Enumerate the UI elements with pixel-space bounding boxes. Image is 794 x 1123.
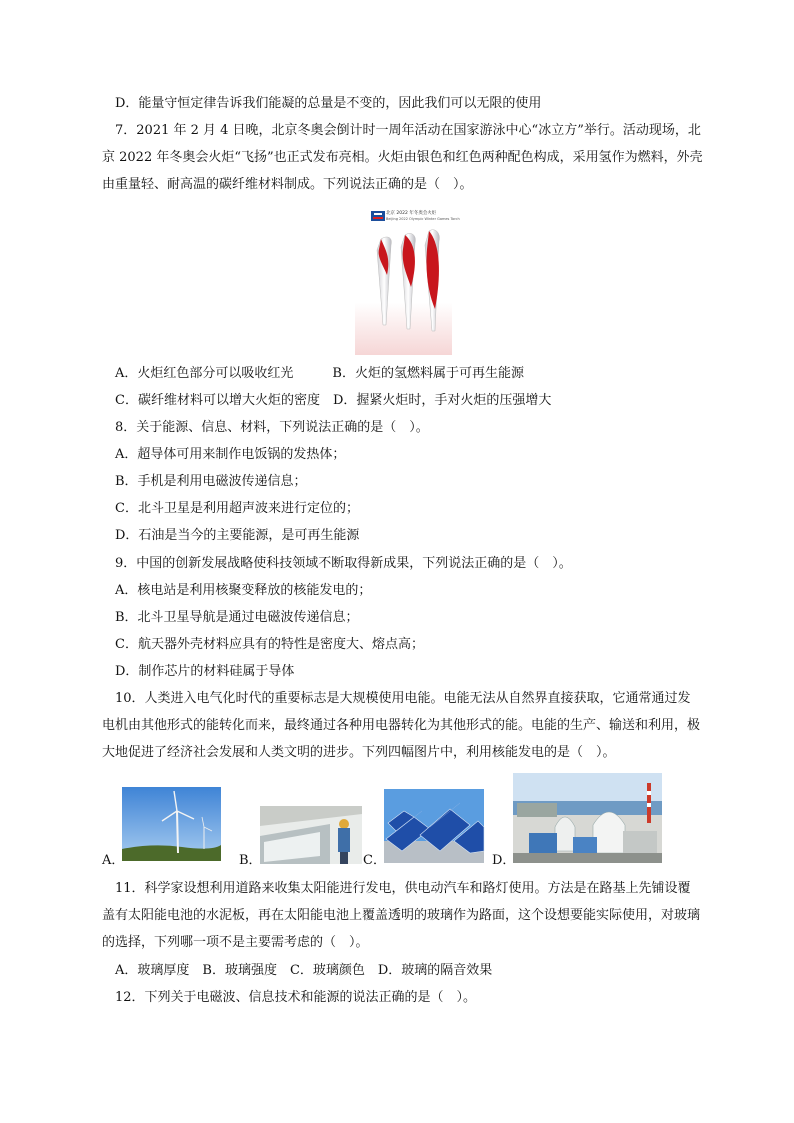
q11-stem-line1: 11．科学家设想利用道路来收集太阳能进行发电，供电动汽车和路灯使用。方法是在路基上先铺设覆: [115, 881, 691, 896]
q8-option-c: C．北斗卫星是利用超声波来进行定位的；: [115, 501, 359, 516]
q9-option-d: D．制作芯片的材料硅属于导体: [115, 664, 295, 679]
q10-image-d-nuclear-plant: [513, 773, 662, 863]
q11-stem-line2: 盖有太阳能电池的水泥板，再在太阳能电池上覆盖透明的玻璃作为路面，这个设想要能实际使用，对玻璃: [102, 908, 701, 923]
q12-stem: 12．下列关于电磁波、信息技术和能源的说法正确的是（ ）。: [115, 990, 477, 1005]
q9-stem: 9．中国的创新发展战略使科技领域不断取得新成果，下列说法正确的是（ ）。: [115, 556, 572, 571]
q8-option-d: D．石油是当今的主要能源，是可再生能源: [115, 528, 360, 543]
q10-image-c-solar-panels: [384, 789, 484, 863]
q8-stem: 8．关于能源、信息、材料，下列说法正确的是（ ）。: [115, 420, 429, 435]
q10-label-a: A．: [102, 853, 125, 868]
q9-option-c: C．航天器外壳材料应具有的特性是密度大、熔点高；: [115, 637, 424, 652]
beijing-2022-logo: [371, 211, 385, 221]
q10-stem-line2: 电机由其他形式的能转化而来，最终通过各种用电器转化为其他形式的能。电能的生产、输送和利用，极: [102, 718, 701, 733]
torch-illustration: [355, 205, 452, 355]
q11-options: A．玻璃厚度 B．玻璃强度 C．玻璃颜色 D．玻璃的隔音效果: [115, 963, 493, 978]
q10-image-a-wind-turbines: [122, 787, 221, 861]
q7-stem-line2: 京 2022 年冬奥会火炬“飞扬”也正式发布亮相。火炬由银色和红色两种配色构成，采用氢作为燃料，外壳: [102, 150, 703, 165]
q10-stem-line1: 10．人类进入电气化时代的重要标志是大规模使用电能。电能无法从自然界直接获取，它通常通过发: [115, 691, 691, 706]
q7-stem-line1: 7．2021 年 2 月 4 日晚，北京冬奥会倒计时一周年活动在国家游泳中心“冰立方”举行。活动现场，北: [115, 123, 701, 138]
q9-option-a: A．核电站是利用核聚变释放的核能发电的；: [115, 583, 372, 598]
q7-options-cd: C．碳纤维材料可以增大火炬的密度 D．握紧火炬时，手对火炬的压强增大: [115, 393, 552, 408]
q6-option-d: D．能量守恒定律告诉我们能凝的总量是不变的，因此我们可以无限的使用: [115, 96, 542, 111]
q10-label-c: C．: [363, 853, 386, 868]
q10-label-b: B．: [239, 853, 262, 868]
q10-label-d: D．: [492, 853, 516, 868]
q7-options-ab: A．火炬红色部分可以吸收红光 B．火炬的氢燃料属于可再生能源: [115, 366, 524, 381]
q8-option-b: B．手机是利用电磁波传递信息；: [115, 474, 307, 489]
torch-caption-line1: 北京 2022 年冬奥会火炬: [386, 211, 437, 216]
q11-stem-line3: 的选择，下列哪一项不是主要需考虑的（ ）。: [102, 935, 369, 950]
q10-stem-line3: 大地促进了经济社会发展和人类文明的进步。下列四幅图片中，利用核能发电的是（ ）。: [102, 745, 616, 760]
torch-caption-line2: Beijing 2022 Olympic Winter Games Torch: [386, 217, 460, 221]
q8-option-a: A．超导体可用来制作电饭锅的发热体；: [115, 447, 346, 462]
q7-stem-line3: 由重量轻、耐高温的碳纤维材料制成。下列说法正确的是（ ）。: [102, 177, 473, 192]
q10-image-b-dam: [260, 806, 362, 864]
torch-figure: [355, 205, 460, 355]
q9-option-b: B．北斗卫星导航是通过电磁波传递信息；: [115, 610, 359, 625]
